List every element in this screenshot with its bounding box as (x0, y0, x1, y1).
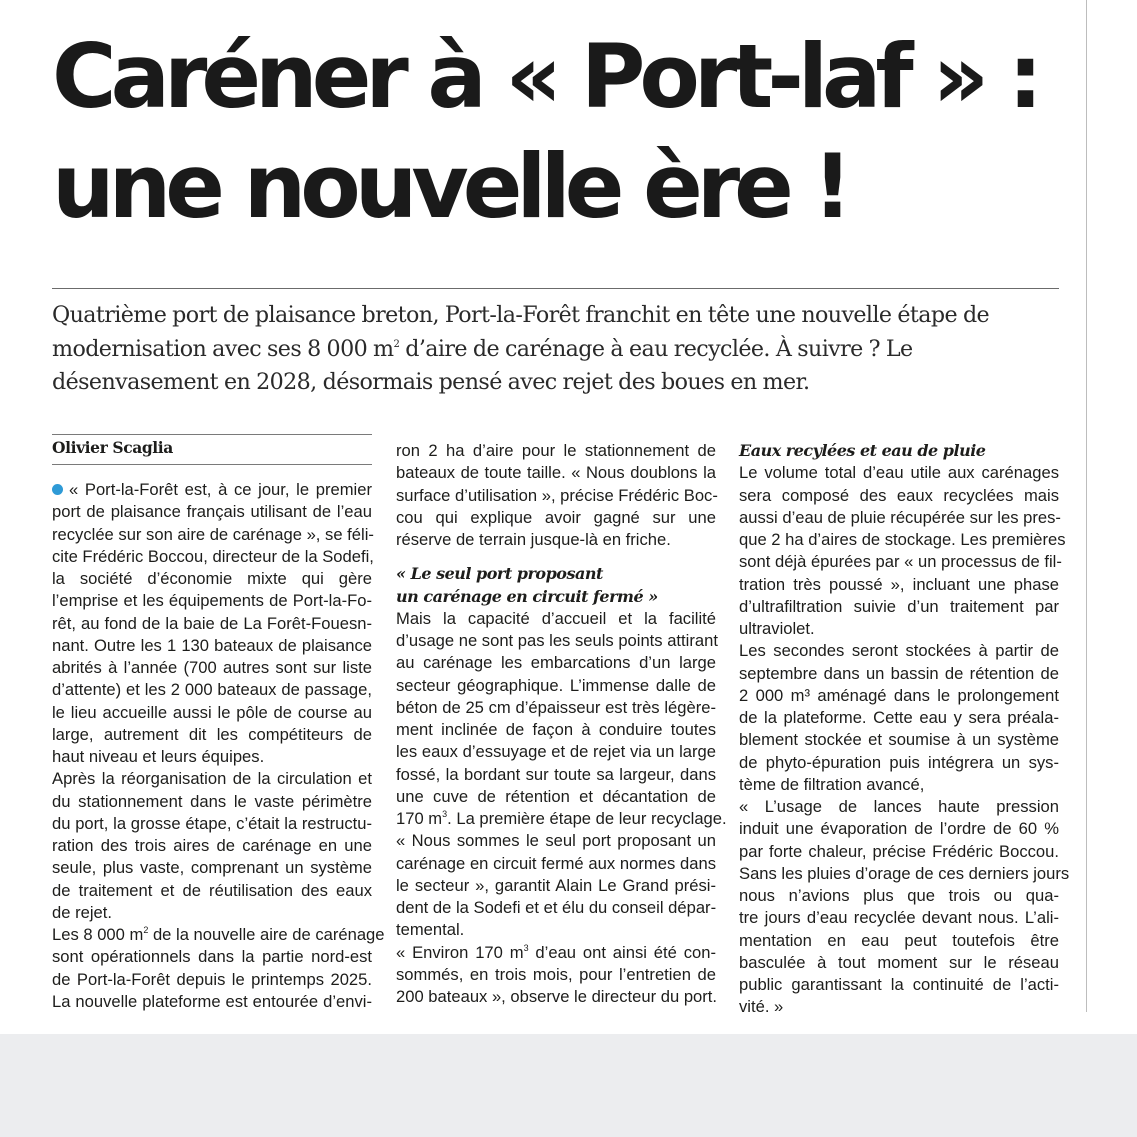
column-1-body (52, 479, 372, 924)
text-line: béton de 25 cm d’épaisseur est très légère- (396, 697, 716, 717)
text-line: Les 8 000 $m^2$ de la nouvelle aire de carénage (52, 925, 385, 944)
text-line: nant. Outre les 1 130 bateaux de plaisance (52, 635, 372, 655)
text-line: réserve de terrain jusque-là en friche. (396, 530, 671, 549)
text-line: fossé, la bordant sur toute sa largeur, dans (396, 764, 716, 784)
text-line: Le volume total d’eau utile aux carénages (739, 463, 1059, 483)
text-line: cou qui explique avoir gagné sur une (396, 507, 716, 527)
subheading-1-line-1: « Le seul port proposant (396, 564, 603, 584)
text-line: carénage en circuit fermé aux normes dans (396, 853, 716, 873)
text-line: La nouvelle plateforme est entourée d’envi- (52, 991, 372, 1011)
text-line: le secteur », garantit Alain Le Grand prési- (396, 875, 716, 895)
text-line: nous n’avions plus que trois ou qua- (739, 886, 1059, 905)
article-column-3 (739, 440, 1070, 1019)
standfirst-line-1: Quatrième port de plaisance breton, Port-la-Forêt franchit en tête une nouvelle étape de (52, 302, 990, 328)
byline-rule-top (52, 434, 372, 435)
text-line: public garantissant la continuité de l’acti- (739, 975, 1059, 994)
text-line: Après la réorganisation de la circulation et (52, 769, 372, 789)
byline-rule-bottom (52, 464, 372, 465)
text-line: ment inclinée de façon à conduire toutes (396, 720, 716, 739)
standfirst (52, 299, 1062, 400)
page-bottom-band (0, 1034, 1137, 1137)
text-line: ration des trois aires de carénage en une (52, 836, 372, 855)
column-2-quote (396, 830, 716, 941)
text-line: ron 2 ha d’aire pour le stationnement de (396, 441, 716, 460)
standfirst-line-3: désenvasement en 2028, désormais pensé avec rejet des boues en mer. (52, 369, 810, 395)
text-line: induit une évaporation de l’ordre de 60 % (739, 819, 1059, 839)
text-line: de la plateforme. Cette eau y sera préala- (739, 708, 1059, 727)
text-line: sera composé des eaux recyclées mais (739, 485, 1059, 505)
text-line: sont opérationnels dans la partie nord-est (52, 947, 372, 967)
subheading-2: Eaux recylées et eau de pluie (739, 441, 986, 460)
text-line: bateaux de toute taille. « Nous doublons la (396, 463, 716, 483)
column-2-intro (396, 440, 716, 551)
text-line: tration très poussé », incluant une phase (739, 574, 1059, 594)
text-line: ultraviolet. (739, 619, 815, 638)
text-line: du port, la grosse étape, c’était la restructu- (52, 813, 372, 833)
text-line: blement stockée et soumise à un système (739, 730, 1059, 750)
standfirst-line-2: modernisation avec ses 8 000 $m^2$ d’aire de carénage à eau recyclée. À suivre ? Le (52, 335, 913, 362)
text-line: Sans les pluies d’orage de ces derniers jours (739, 863, 1070, 883)
text-line: de phyto-épuration puis intégrera un sys- (739, 752, 1059, 772)
text-line: vité. » (739, 997, 784, 1017)
headline (52, 22, 1072, 242)
text-line: le lieu accueille aussi le pôle de course au (52, 702, 372, 722)
text-line: dent de la Sodefi et et élu du conseil dépar- (396, 898, 717, 917)
text-line: « L’usage de lances haute pression (739, 797, 1059, 816)
text-line: tre jours d’eau recyclée devant nous. L’ali- (739, 908, 1059, 928)
text-line: large, autrement dit les compétiteurs de (52, 724, 372, 744)
text-line: les eaux d’essuyage et de rejet via un large (396, 742, 716, 762)
text-line: basculée à tout moment sur le réseau (739, 952, 1059, 972)
text-line: d’ultrafiltration suivie d’un traitement par (739, 596, 1059, 616)
text-line: de traitement et de réutilisation des eaux (52, 880, 372, 900)
text-line: aussi d’eau de pluie récupérée sur les pres- (739, 507, 1061, 527)
text-line: temental. (396, 920, 465, 940)
text-line: seule, plus vaste, comprenant un système (52, 858, 372, 878)
text-line: que 2 ha d’aires de stockage. Les premières (739, 530, 1066, 549)
text-line: « Port-la-Forêt est, à ce jour, le premier (52, 479, 372, 501)
text-line: recyclée sur son aire de carénage », se féli- (52, 524, 374, 544)
text-line: du stationnement dans le vaste périmètre (52, 791, 372, 811)
text-line: 200 bateaux », observe le directeur du port. (396, 987, 718, 1006)
column-3-body (739, 462, 1070, 1018)
text-line: d’attente) et les 2 000 bateaux de passage, (52, 680, 372, 700)
text-line: haut niveau et leurs équipes. (52, 747, 265, 766)
text-line: mentation en eau peut toutefois être (739, 930, 1059, 950)
text-line: d’usage ne sont pas les seuls points attirant (396, 631, 718, 650)
column-edge-rule (1086, 0, 1087, 1012)
author-byline: Olivier Scaglia (52, 438, 173, 457)
text-line: tème de filtration avancé, (739, 774, 925, 794)
text-line: rêt, au fond de la baie de La Forêt-Fouesn- (52, 613, 372, 633)
text-line: 2 000 m³ aménagé dans le prolongement (739, 685, 1059, 705)
text-line: port de plaisance français utilisant de l’eau (52, 502, 372, 522)
text-line: « Environ 170 $m^3$ d’eau ont ainsi été con- (396, 942, 716, 962)
text-line: sommés, en trois mois, pour l’entretien de (396, 964, 716, 984)
headline-line-1: Caréner à « Port-laf » : (52, 25, 1038, 128)
text-line: de rejet. (52, 902, 112, 922)
text-line: abrités à l’année (700 autres sont sur liste (52, 658, 372, 677)
text-line: « Nous sommes le seul port proposant un (396, 831, 716, 851)
column-2-body (396, 608, 716, 808)
headline-line-2: une nouvelle ère ! (52, 135, 847, 238)
text-line: de Port-la-Forêt depuis le printemps 2025. (52, 969, 372, 989)
column-1-final-paragraph (52, 946, 372, 1013)
text-line: Les secondes seront stockées à partir de (739, 641, 1059, 661)
standfirst-rule (52, 288, 1059, 289)
text-line: surface d’utilisation », précise Frédéric Boc- (396, 485, 718, 505)
text-line: cite Frédéric Boccou, directeur de la Sodefi, (52, 546, 374, 566)
column-2-end (396, 964, 716, 1009)
text-line: Mais la capacité d’accueil et la facilité (396, 608, 716, 628)
text-line: la société d’économie mixte qui gère (52, 569, 372, 588)
text-line: secteur géographique. L’immense dalle de (396, 675, 716, 695)
text-line: septembre dans un bassin de rétention de (739, 663, 1059, 683)
subheading-1-line-2: un carénage en circuit fermé » (396, 586, 658, 606)
text-line: sont déjà épurées par « un processus de fil- (739, 552, 1062, 572)
text-line: 170 $m^3$. La première étape de leur recyclage. (396, 809, 727, 828)
article-column-2 (396, 440, 727, 1008)
article-column-1 (52, 438, 385, 1013)
text-line: au carénage les embarcations d’un large (396, 653, 716, 673)
paragraph-bullet-icon (52, 484, 63, 495)
text-line: par forte chaleur, précise Frédéric Boccou. (739, 841, 1059, 861)
text-line: une cuve de rétention et décantation de (396, 786, 716, 806)
text-line: l’emprise et les équipements de Port-la-Fo- (52, 591, 372, 611)
